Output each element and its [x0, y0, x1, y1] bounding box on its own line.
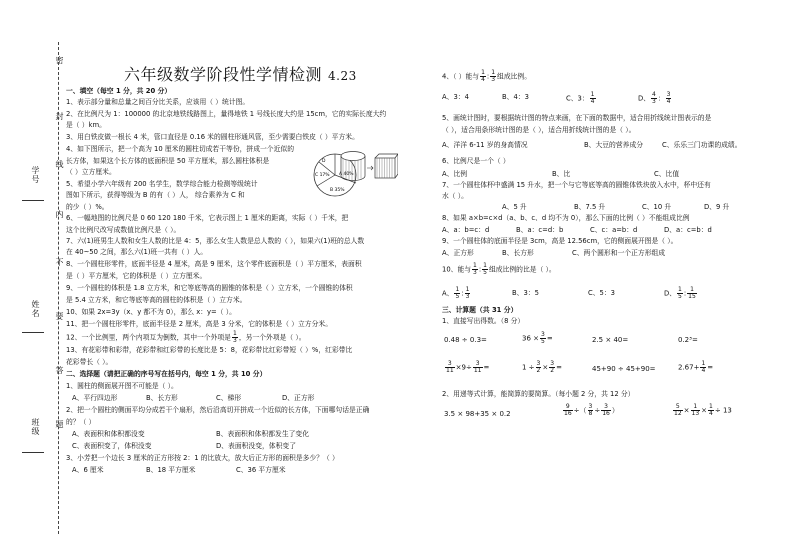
question-line: 8、如果 a×b=c×d（a、b、c、d 均不为 0），那么下面的比例（ ）不能组成比例	[442, 214, 690, 222]
option[interactable]: A、表面积和体积都没变	[72, 430, 145, 438]
calc-item: $\frac{3}{11}$ ×9÷ $\frac{3}{11}$ =	[446, 360, 490, 374]
class-line[interactable]	[22, 452, 44, 453]
option[interactable]: C、5：3	[588, 289, 615, 297]
option[interactable]: D、 $\frac{1}{5}$ : $\frac{1}{15}$	[664, 286, 696, 300]
seal-char: 线	[55, 160, 64, 169]
question-line: 的少（ ）%。	[66, 203, 109, 211]
question-line: 1、表示部分量和总量之间百分比关系，应该用（ ）统计图。	[66, 98, 250, 106]
question-line: 9、一个圆柱体的底面半径是 3cm，高是 12.56cm，它的侧面展开图是（ ）。	[442, 237, 678, 245]
option[interactable]: A、平行四边形	[72, 394, 118, 402]
option[interactable]: B、a：c=d：b	[516, 226, 564, 234]
question-line: 2、把一个圆柱的侧面平均分成若干个扇形，然后沿高切开拼成一个近似的长方体，下面哪句话是正确	[66, 406, 370, 414]
exam-title	[124, 62, 357, 85]
fraction: $\frac{1}{4}$	[481, 69, 485, 83]
option[interactable]: C、比值	[654, 170, 680, 178]
question-line: 是（ ）km。	[66, 121, 106, 129]
arrow-icon	[367, 166, 373, 170]
question-4: 4、（ ）能与 $\frac{1}{4}$ : $\frac{1}{3}$ 组成比例。	[442, 69, 532, 83]
question-line: 6、一幅地图的比例尺是 0 60 120 180 千米，它表示图上 1 厘米的距离，实际（ ）千米，把	[66, 214, 349, 222]
section3-header: 三、计算题（共 31 分）	[442, 306, 518, 314]
name-line[interactable]	[22, 332, 44, 333]
seal-char: 内	[55, 210, 64, 219]
frac-num: 1	[232, 330, 237, 337]
calc2-item: 3.5 × 98+35 × 0.2	[444, 410, 511, 418]
option[interactable]: A、洋洋 6-11 岁的身高情况	[442, 141, 528, 149]
question-line: 11、把一个圆柱形零件，底面半径是 2 厘米，高是 3 分米，它的体积是（ ）立方分米。	[66, 320, 332, 328]
opt-colon: ：	[657, 94, 665, 103]
opt-text: D、	[638, 94, 651, 103]
exam-date: 4.23	[328, 69, 357, 83]
option[interactable]: D、9 升	[704, 203, 730, 211]
pie-label-a: A 40%	[339, 172, 354, 177]
cylinder-bottom	[341, 176, 365, 181]
q10-text-a: 10、能与	[442, 265, 472, 274]
option[interactable]: B、4：3	[502, 93, 529, 101]
opt-text: A、	[442, 289, 454, 298]
question-10: 10、能与 $\frac{1}{3}$ : $\frac{1}{5}$ 组成比例的比是（ ）。	[442, 262, 556, 276]
student-id-line[interactable]	[22, 200, 44, 201]
name-label: 姓名	[31, 300, 40, 318]
calc-item: 36 × $\frac{3}{5}$ =	[522, 331, 553, 345]
calc-item: 2.5 × 40=	[592, 336, 629, 344]
q12-fraction	[232, 331, 238, 344]
seal-char: 答	[55, 366, 64, 375]
question-line: 3、小芳把一个边长 3 厘米的正方形按 2：1 的比放大，放大后正方形的面积是多少？（ ）	[66, 454, 339, 462]
option[interactable]: B、长方形	[146, 394, 178, 402]
question-line: 4、如下图所示，把一个高为 10 厘米的圆柱切成若干等份，拼成一个近似的	[66, 145, 294, 153]
option[interactable]: C、36 平方厘米	[236, 466, 286, 474]
question-line: 9、一个圆柱的体积是 1.8 立方米，和它等底等高的圆锥的体积是（ ）立方米，一个圆锥的体积	[66, 284, 353, 292]
pie-label-c: C 17%	[315, 173, 330, 178]
option[interactable]: A、5 升	[502, 203, 527, 211]
question-line: 花彩带长（ ）。	[66, 358, 113, 366]
option[interactable]: B、比	[552, 170, 571, 178]
question-line: 1、圆柱的侧面展开图不可能是（ ）。	[66, 382, 178, 390]
option[interactable]: A、比例	[442, 170, 468, 178]
option[interactable]: B、长方形	[502, 249, 534, 257]
option[interactable]: C、梯形	[216, 394, 242, 402]
question-line: 10、如果 2x=3y（x、y 都不为 0），那么 x：y=（ ）。	[66, 308, 236, 316]
question-line: （ ）立方厘米。	[66, 168, 116, 176]
question-line: 在 40~50 之间，那么六(1)班一共有（ ）人。	[66, 248, 208, 256]
question-line: 长方体，如果这个长方体的底面积是 50 平方厘米，那么圆柱体积是	[66, 157, 270, 165]
question-line: 这个比例尺改写成数值比例尺是（ ）。	[66, 226, 181, 234]
opt-text: D、	[664, 289, 677, 298]
opt-text: C、3：	[566, 94, 589, 103]
seal-char: 密	[55, 56, 64, 65]
option[interactable]: A、a：b=c：d	[442, 226, 490, 234]
calc-item: 45+90 ÷ 45+90=	[592, 365, 656, 373]
option[interactable]: A、6 厘米	[72, 466, 104, 474]
calc2-item: $\frac{9}{16}$ ÷（ $\frac{3}{8}$ ÷ $\frac{3}{16}$ ）	[564, 403, 619, 417]
option[interactable]: B、3：5	[512, 289, 539, 297]
q4-text-a: 4、（ ）能与	[442, 72, 480, 81]
option[interactable]: A、 $\frac{1}{5}$ : $\frac{1}{3}$	[442, 286, 470, 300]
question-line: 6、比例尺是一个（ ）	[442, 157, 510, 165]
question-line: 是 5.4 立方米，和它等底等高的圆柱的体积是（ ）立方米。	[66, 296, 247, 304]
q12-text-a: 12、一个比例里，两个内项互为倒数，其中一个外项是	[66, 333, 231, 342]
question-line: 2、在比例尺为 1：100000 的北京地铁线路图上，量得地铁 1 号线长度大约是 15cm，它的实际长度大约	[66, 110, 387, 118]
pie-label-b: B 35%	[330, 188, 345, 193]
option[interactable]: C、两个圆形和一个正方形组成	[572, 249, 666, 257]
section1-header: 一、填空（每空 1 分，共 20 分）	[66, 87, 172, 95]
question-line: 水（ ）。	[442, 192, 468, 200]
q4-text-b: 组成比例。	[497, 72, 532, 81]
seal-char: 不	[55, 258, 64, 267]
calc-item: 0.2³=	[678, 336, 698, 344]
question-line: （ ），适合用条形统计图的是（ ），适合用折线统计图的是（ ）。	[442, 126, 636, 134]
frac-den: 3	[232, 337, 237, 344]
cylinder-slices	[343, 159, 361, 180]
cylinder-to-cuboid-figure	[340, 150, 398, 184]
option[interactable]: C、3： $\frac{1}{4}$	[566, 91, 595, 105]
question-line: 图如下所示，获得等级为 B 的有（ ）人， 综合素养为 C 和	[66, 191, 245, 199]
cylinder-top	[341, 152, 365, 161]
calc-item: 1 ÷ $\frac{3}{2}$ × $\frac{3}{2}$ =	[522, 360, 562, 374]
question-line: 5、希望小学六年级有 200 名学生，数学综合能力检测等级统计	[66, 180, 258, 188]
student-id-label: 学号	[31, 166, 40, 184]
option[interactable]: C、c：a=b：d	[590, 226, 638, 234]
right-column	[442, 0, 787, 549]
q10-text-b: 组成比例的比是（ ）。	[489, 265, 556, 274]
question-line: 13、有花彩带和彩带，花彩带和红彩带的长度比是 5：8，花彩带比红彩带短（ ）%，红彩带比	[66, 346, 353, 354]
calc2-header: 2、用递等式计算，能简算的要简算。（每小题 2 分，共 12 分）	[442, 390, 635, 398]
pie-label-d: D	[322, 159, 326, 164]
calc-item: 0.48 ÷ 0.3=	[444, 336, 487, 344]
seal-char: 要	[55, 312, 64, 321]
calc1-header: 1、直接写出得数。（8 分）	[442, 317, 525, 325]
calc2-item: $\frac{5}{12}$ × $\frac{1}{13}$ × $\frac{1}{4}$ ÷ 13	[674, 403, 732, 417]
option[interactable]: B、大豆的营养成分	[584, 141, 644, 149]
option[interactable]: B、表面积和体积都发生了变化	[216, 430, 310, 438]
title-text: 六年级数学阶段性学情检测	[124, 65, 323, 84]
fraction: $\frac{1}{3}$	[491, 69, 496, 83]
left-column	[66, 0, 396, 549]
option[interactable]: D、表面积没变，体积变了	[216, 442, 296, 450]
section2-header: 二、选择题（请把正确的序号写在括号内，每空 1 分，共 10 分）	[66, 370, 267, 378]
seal-char: 封	[55, 112, 64, 121]
option[interactable]: A、正方形	[442, 249, 474, 257]
class-label: 班级	[31, 418, 40, 436]
option[interactable]: D、 $\frac{4}{3}$ ： $\frac{3}{4}$	[638, 91, 671, 105]
question-line-12	[66, 331, 306, 344]
option[interactable]: D、a：c=b：d	[664, 226, 712, 234]
calc-text: 36 ×	[522, 334, 539, 343]
calc-item: 2.67+ $\frac{1}{4}$ =	[678, 360, 714, 374]
question-line: 7、六(1)班男生人数和女生人数的比是 4：5，那么女生人数是总人数的（ ），如果六(1)班的总人数	[66, 237, 365, 245]
question-line: 8、一个圆柱形零件，底面半径是 4 厘米，高是 9 厘米，这个零件底面积是（ ）平方厘米，表面积	[66, 260, 362, 268]
question-line: 是（ ）平方厘米，它的体积是（ ）立方厘米。	[66, 272, 207, 280]
question-line: 3、用白铁皮做一根长 4 米，管口直径是 0.16 米的圆柱形通风管，至少需要白铁皮（ ）平方米。	[66, 133, 359, 141]
option[interactable]: C、10 升	[642, 203, 672, 211]
question-line: 的？（ ）	[66, 418, 96, 426]
seal-char: 题	[55, 420, 64, 429]
binding-margin	[0, 0, 62, 549]
option[interactable]: C、表面积变了，体积没变	[72, 442, 152, 450]
binding-dashed-line	[58, 42, 59, 534]
option[interactable]: B、7.5 升	[574, 203, 606, 211]
option[interactable]: C、乐乐三门功课的成绩。	[662, 141, 742, 149]
question-line: 5、画统计图时，要根据统计图的特点来画，在下面的数据中，适合用折线统计图表示的是	[442, 114, 712, 122]
option[interactable]: D、正方形	[282, 394, 315, 402]
question-line: 7、一个圆柱体杯中盛满 15 升水，把一个与它等底等高的圆锥体铁块放入水中，杯中还有	[442, 181, 711, 189]
q12-text-b: ，另一个外项是（ ）。	[238, 333, 306, 342]
option[interactable]: A、3：4	[442, 93, 469, 101]
option[interactable]: B、18 平方厘米	[146, 466, 196, 474]
